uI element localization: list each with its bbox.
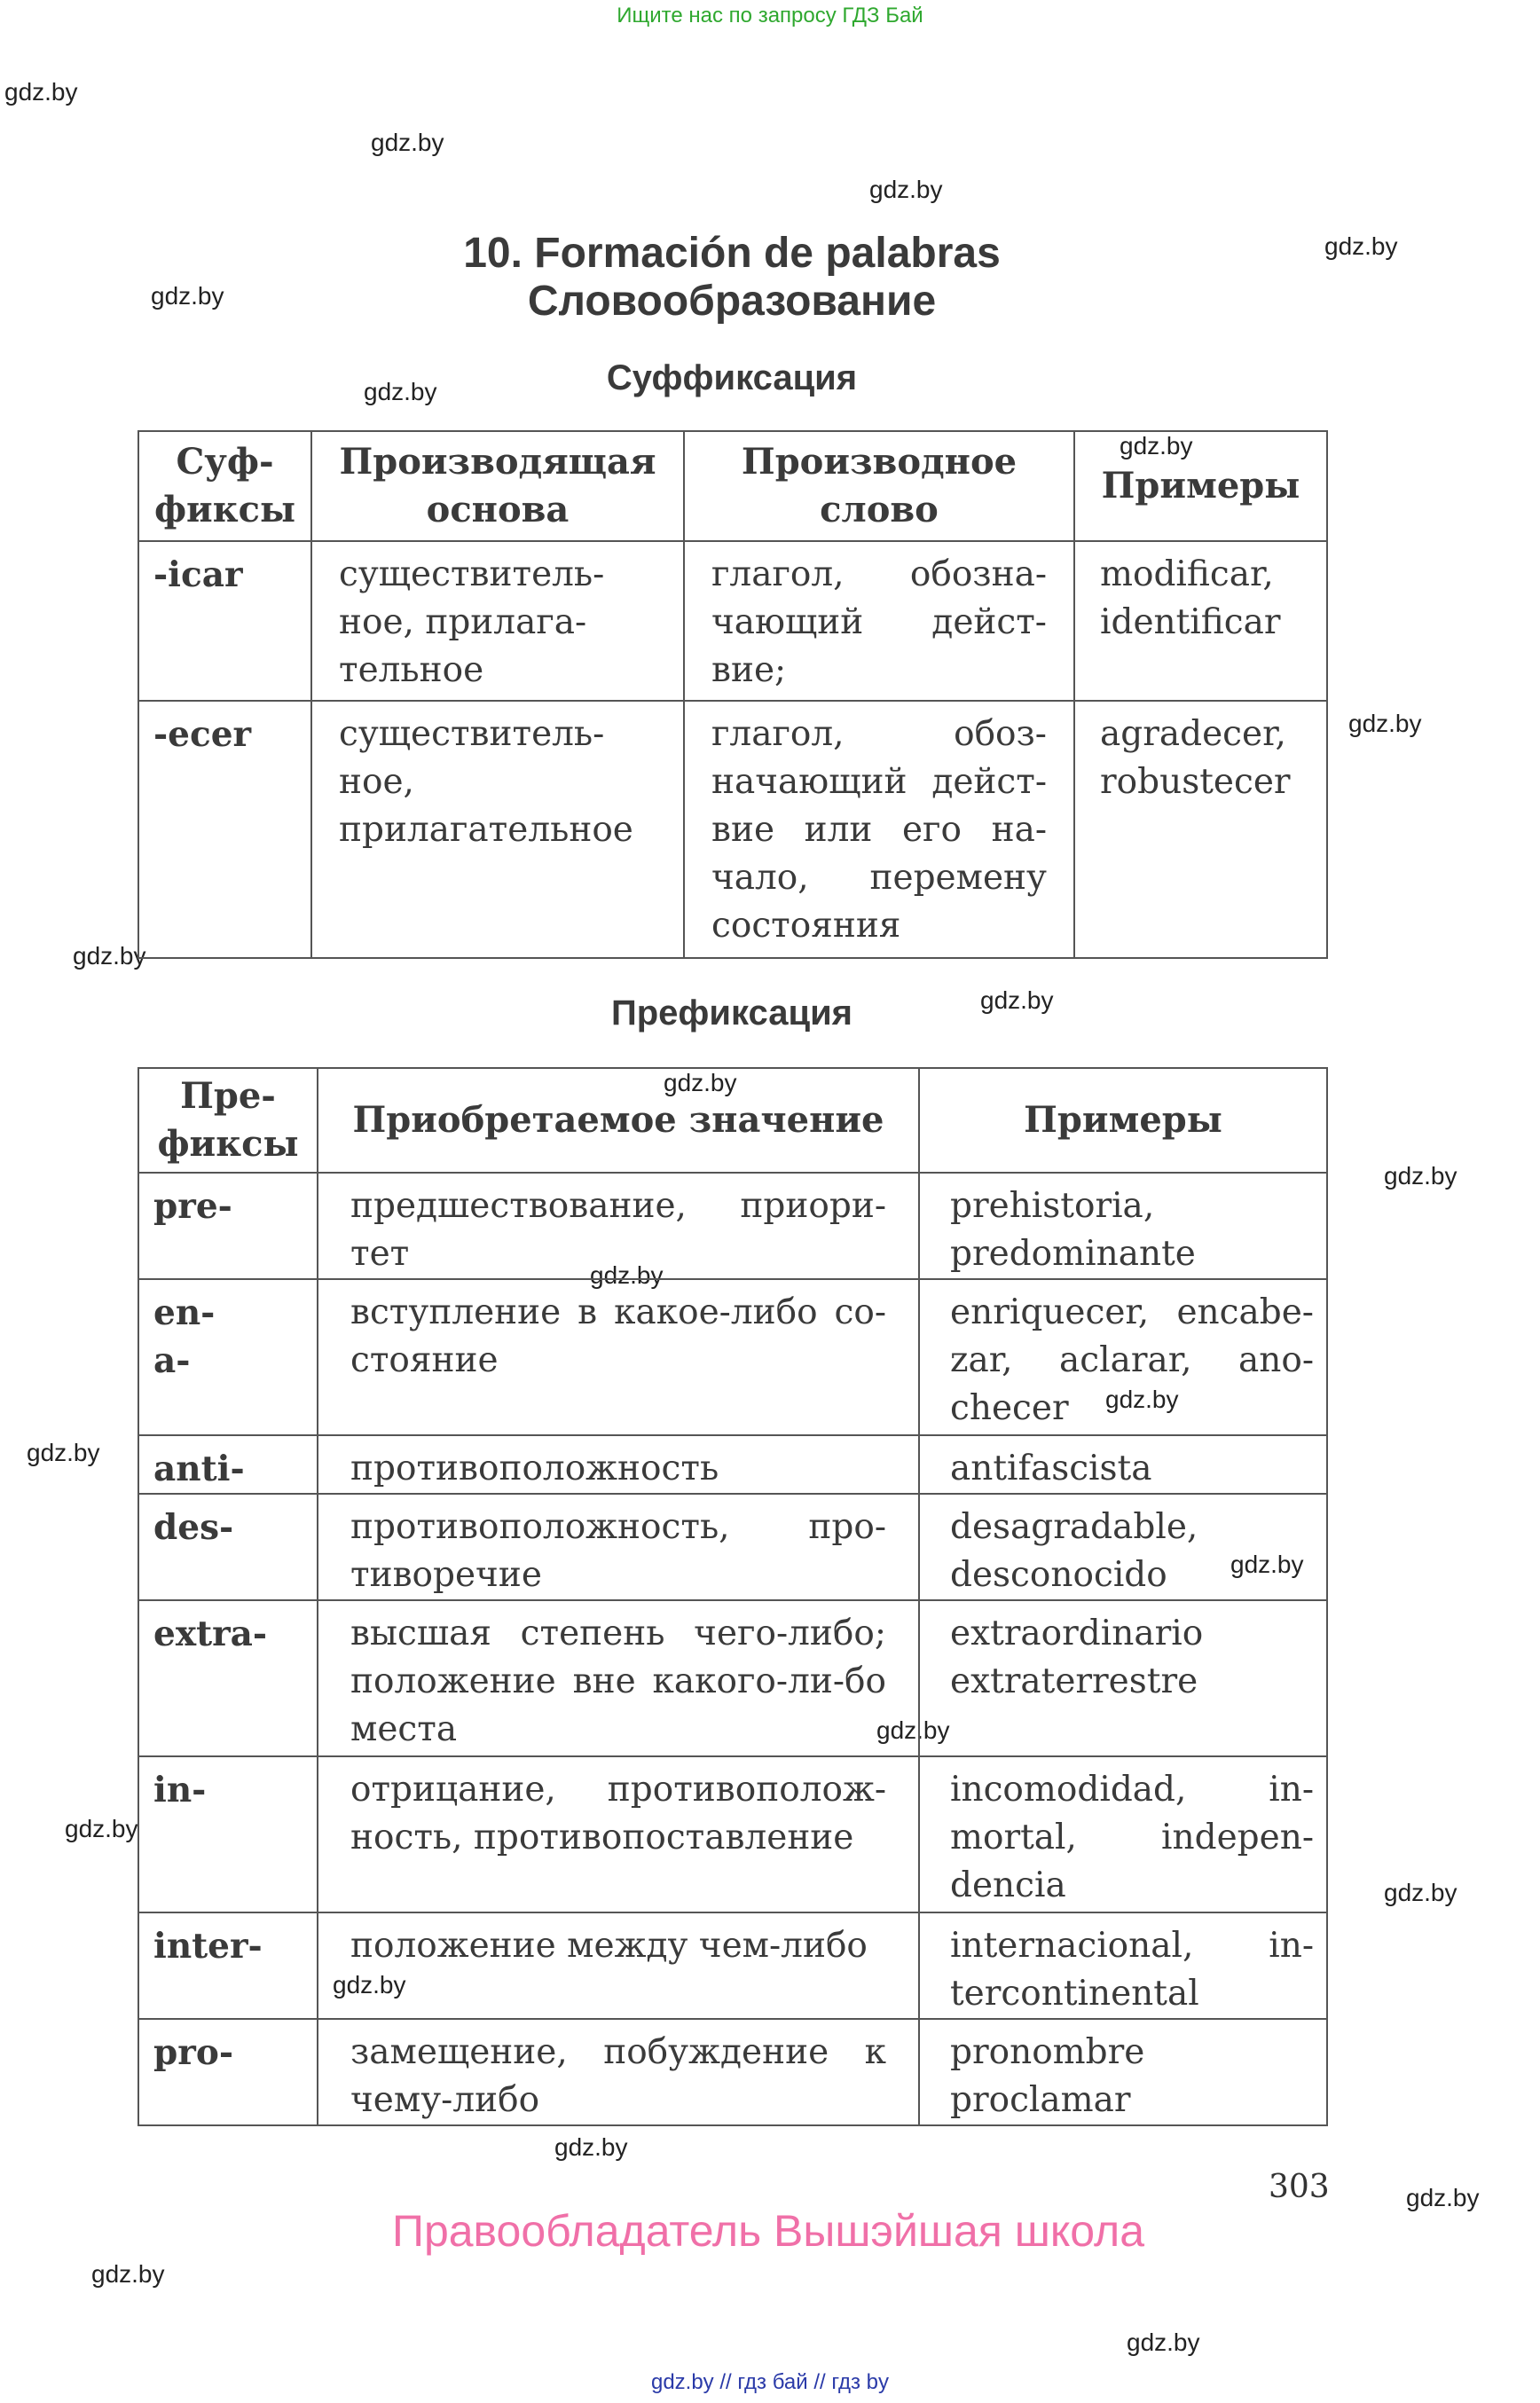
watermark: gdz.by [1384, 1162, 1458, 1190]
top-banner: Ищите нас по запросу ГДЗ Бай [617, 4, 923, 27]
watermark: gdz.by [1105, 1386, 1179, 1413]
suffix-table [138, 430, 1328, 959]
watermark: gdz.by [4, 78, 78, 106]
examples-cell: enriquecer, encabe-zar, aclarar, ano-checer [950, 1292, 1314, 1428]
page-number: 303 [1269, 2169, 1330, 2205]
title-russian: Словообразование [527, 278, 937, 325]
derived-cell: глагол, обоз-начающий дейст-вие или его на-чало, перемену состояния [711, 714, 1047, 946]
table-row [138, 541, 1327, 701]
footer-links[interactable]: gdz.by // гдз бай // гдз by [650, 2370, 890, 2394]
prefix-cell: pro- [153, 2032, 234, 2073]
column-header: Суф-фиксы [138, 431, 311, 541]
table-row [138, 1279, 1327, 1435]
watermark: gdz.by [1406, 2184, 1480, 2211]
watermark: gdz.by [980, 986, 1054, 1014]
copyright-owner: Правообладатель Вышэйшая школа [392, 2206, 1144, 2256]
meaning-cell: противоположность [350, 1449, 719, 1488]
derived-cell: глагол, обозна-чающий дейст-вие; [711, 554, 1047, 690]
meaning-cell: положение между чем-либо [350, 1926, 868, 1966]
watermark: gdz.by [91, 2260, 165, 2288]
watermark: gdz.by [371, 129, 444, 156]
meaning-cell: вступление в какое-либо со-стояние [350, 1292, 886, 1380]
table-header-row [138, 431, 1327, 541]
prefix-table [138, 1067, 1328, 2126]
column-header: Приобретаемое значение [318, 1068, 919, 1173]
examples-cell: internacional, in-tercontinental [950, 1926, 1314, 2014]
base-cell: существитель-ное, прилагательное [339, 714, 633, 850]
meaning-cell: отрицание, противополож-ность, противопоставление [350, 1770, 886, 1857]
prefix-cell: pre- [153, 1186, 232, 1227]
table-row [138, 1600, 1327, 1756]
column-header: Пре-фиксы [138, 1068, 318, 1173]
prefix-cell: in- [153, 1770, 207, 1810]
table-header-row [138, 1068, 1327, 1173]
examples-cell: pronombre proclamar [950, 2032, 1145, 2120]
table-row [138, 1173, 1327, 1279]
watermark: gdz.by [73, 942, 146, 970]
prefix-cell: inter- [153, 1926, 263, 1967]
table-row [138, 1912, 1327, 2019]
watermark: gdz.by [1120, 432, 1193, 459]
examples-cell: extraordinario extraterrestre [950, 1614, 1204, 1701]
watermark: gdz.by [554, 2133, 628, 2161]
title-spanish: 10. Formación de palabras [463, 230, 1001, 277]
prefix-heading: Префиксация [610, 993, 852, 1033]
table-row [138, 1756, 1327, 1912]
examples-cell: agradecer, robustecer [1100, 714, 1291, 802]
watermark: gdz.by [27, 1439, 100, 1466]
suffix-heading: Суффиксация [606, 358, 858, 397]
table-row [138, 1494, 1327, 1600]
column-header: Производящая основа [311, 431, 684, 541]
watermark: gdz.by [590, 1261, 664, 1289]
column-header: Примеры [919, 1068, 1327, 1173]
examples-cell: modificar, identificar [1100, 554, 1281, 642]
meaning-cell: противоположность, про-тиворечие [350, 1507, 886, 1595]
watermark: gdz.by [876, 1716, 950, 1744]
watermark: gdz.by [1348, 710, 1422, 737]
watermark: gdz.by [1230, 1551, 1304, 1578]
column-header: Производное слово [684, 431, 1074, 541]
prefix-cell: des- [153, 1507, 234, 1548]
column-header: Примеры [1074, 431, 1327, 541]
prefix-cell: en- a- [153, 1292, 216, 1381]
base-cell: существитель-ное, прилага-тельное [339, 554, 605, 690]
examples-cell: incomodidad, in-mortal, indepen-dencia [950, 1770, 1314, 1905]
watermark: gdz.by [1127, 2328, 1200, 2356]
watermark: gdz.by [1384, 1879, 1458, 1906]
meaning-cell: предшествование, приори-тет [350, 1186, 886, 1274]
meaning-cell: высшая степень чего-либо; положение вне какого-ли-бо места [350, 1614, 886, 1749]
suffix-cell: -ecer [153, 714, 252, 755]
table-row [138, 2019, 1327, 2125]
watermark: gdz.by [151, 282, 224, 310]
table-row [138, 701, 1327, 958]
table-row [138, 1435, 1327, 1494]
watermark: gdz.by [869, 176, 943, 203]
examples-cell: antifascista [950, 1449, 1152, 1488]
watermark: gdz.by [333, 1971, 406, 1999]
examples-cell: prehistoria, predominante [950, 1186, 1196, 1274]
prefix-cell: anti- [153, 1449, 245, 1489]
watermark: gdz.by [364, 378, 437, 405]
watermark: gdz.by [65, 1815, 138, 1842]
watermark: gdz.by [1324, 232, 1398, 260]
meaning-cell: замещение, побуждение к чему-либо [350, 2032, 886, 2120]
examples-cell: desagradable, desconocido [950, 1507, 1198, 1595]
watermark: gdz.by [664, 1069, 737, 1096]
prefix-cell: extra- [153, 1614, 268, 1654]
suffix-cell: -icar [153, 554, 243, 595]
